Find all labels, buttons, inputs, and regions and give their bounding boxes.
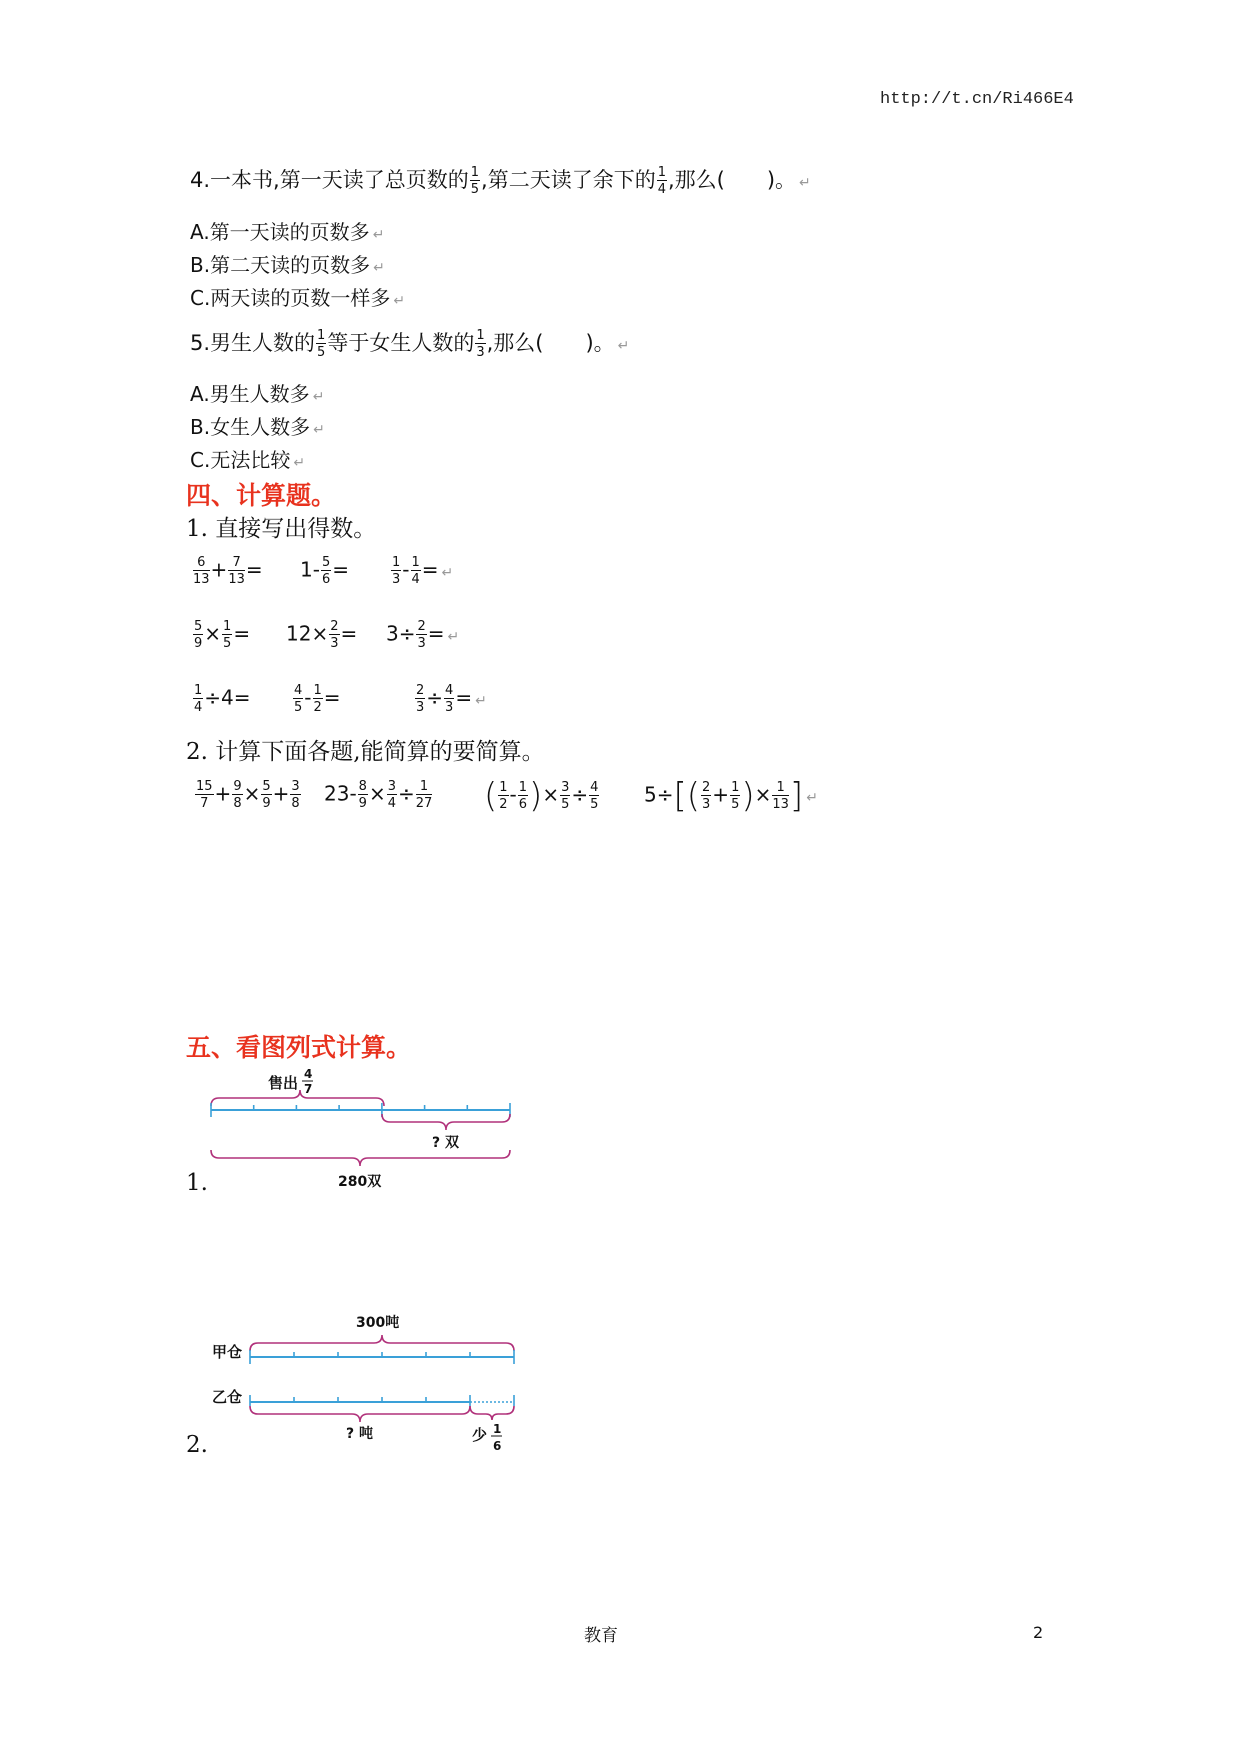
header-url: http://t.cn/Ri466E4 (880, 90, 1074, 109)
question-4: 4.一本书,第一天读了总页数的 $\frac{1}{5}$ ,第二天读了余下的 $\frac{1}{4}$ ,那么( )。 ↵ (190, 165, 811, 197)
question-text: 男生人数的 (210, 331, 316, 355)
expression: $\frac{1}{3}$ - $\frac{1}{4}$ = ↵ (392, 555, 454, 587)
option-c: C.两天读的页数一样多 ↵ (190, 286, 406, 310)
section-title: 五、看图列式计算。 (186, 1033, 412, 1062)
expression: 3÷ $\frac{2}{3}$ = ↵ (386, 619, 460, 651)
row-label-jia: 甲仓 (212, 1343, 243, 1361)
calc-expression: 5÷[( $\frac{2}{3}$ + $\frac{1}{5}$ )× $\frac{1}{13}$ ] ↵ (644, 776, 818, 816)
less-frac-num: 1 (493, 1422, 502, 1436)
option-c: C.无法比较 ↵ (190, 448, 306, 472)
total-label: 280双 (338, 1174, 382, 1190)
expression: 12× $\frac{2}{3}$ = (286, 619, 358, 651)
less-frac-den: 6 (493, 1439, 502, 1453)
section-title: 四、计算题。 (186, 481, 337, 510)
question-text: ,那么( )。 (486, 331, 615, 355)
sold-label: 售出 (268, 1074, 299, 1092)
subsection-title: 1. 直接写出得数。 (186, 516, 377, 542)
fraction: $\frac{1}{3}$ (476, 328, 485, 360)
question-text: 一本书,第一天读了总页数的 (210, 168, 469, 192)
expression: $\frac{2}{3}$ ÷ $\frac{4}{3}$ = ↵ (416, 683, 487, 715)
line-diagram-svg (200, 1306, 540, 1456)
line-diagram-2 (200, 1306, 540, 1456)
top-label: 300吨 (356, 1315, 400, 1331)
option-a: A.男生人数多 ↵ (190, 382, 325, 406)
sold-frac-den: 7 (304, 1082, 313, 1096)
fraction: $\frac{1}{5}$ (470, 165, 480, 197)
expression: $\frac{6}{13}$ + $\frac{7}{13}$ = (193, 555, 263, 587)
option-b: B.女生人数多 ↵ (190, 415, 325, 439)
calc-expression: 23- $\frac{8}{9}$ × $\frac{3}{4}$ ÷ $\frac{1}{27}$ (324, 779, 433, 811)
question-number: 5. (190, 331, 211, 355)
calc-expression: ( $\frac{1}{2}$ - $\frac{1}{6}$ )× $\frac{3}{5}$ ÷ $\frac{4}{5}$ (484, 776, 599, 816)
question-text: 等于女生人数的 (327, 331, 475, 355)
option-a: A.第一天读的页数多 ↵ (190, 220, 385, 244)
problem-number: 1. (186, 1170, 208, 1196)
subsection-title: 2. 计算下面各题,能简算的要简算。 (186, 739, 545, 765)
expression: $\frac{4}{5}$ - $\frac{1}{2}$ = (294, 683, 341, 715)
question-text: ,那么( )。 (667, 168, 797, 192)
expression: $\frac{5}{9}$ × $\frac{1}{5}$ = (194, 619, 251, 651)
line-diagram-1 (186, 1062, 526, 1197)
calc-expression: $\frac{15}{7}$ + $\frac{9}{8}$ × $\frac{5}{9}$ + $\frac{3}{8}$ (196, 779, 300, 811)
question-text: ,第二天读了余下的 (481, 168, 656, 192)
option-b: B.第二天读的页数多 ↵ (190, 253, 385, 277)
expression: 1- $\frac{5}{6}$ = (300, 555, 349, 587)
problem-number: 2. (186, 1432, 208, 1458)
question-5: 5.男生人数的 $\frac{1}{5}$ 等于女生人数的 $\frac{1}{3}$ ,那么( )。 ↵ (190, 328, 630, 360)
page-number: 2 (1033, 1623, 1044, 1642)
question-number: 4. (190, 168, 211, 192)
question-label: ? 吨 (346, 1426, 373, 1442)
fraction: $\frac{1}{4}$ (657, 165, 666, 197)
line-diagram-svg (186, 1062, 526, 1197)
expression: $\frac{1}{4}$ ÷4= (194, 683, 251, 715)
sold-frac-num: 4 (304, 1067, 313, 1081)
footer-text: 教育 (584, 1626, 618, 1646)
less-label: 少 (472, 1426, 488, 1444)
question-label: ? 双 (432, 1135, 459, 1151)
fraction: $\frac{1}{5}$ (317, 328, 326, 360)
row-label-yi: 乙仓 (212, 1388, 243, 1406)
